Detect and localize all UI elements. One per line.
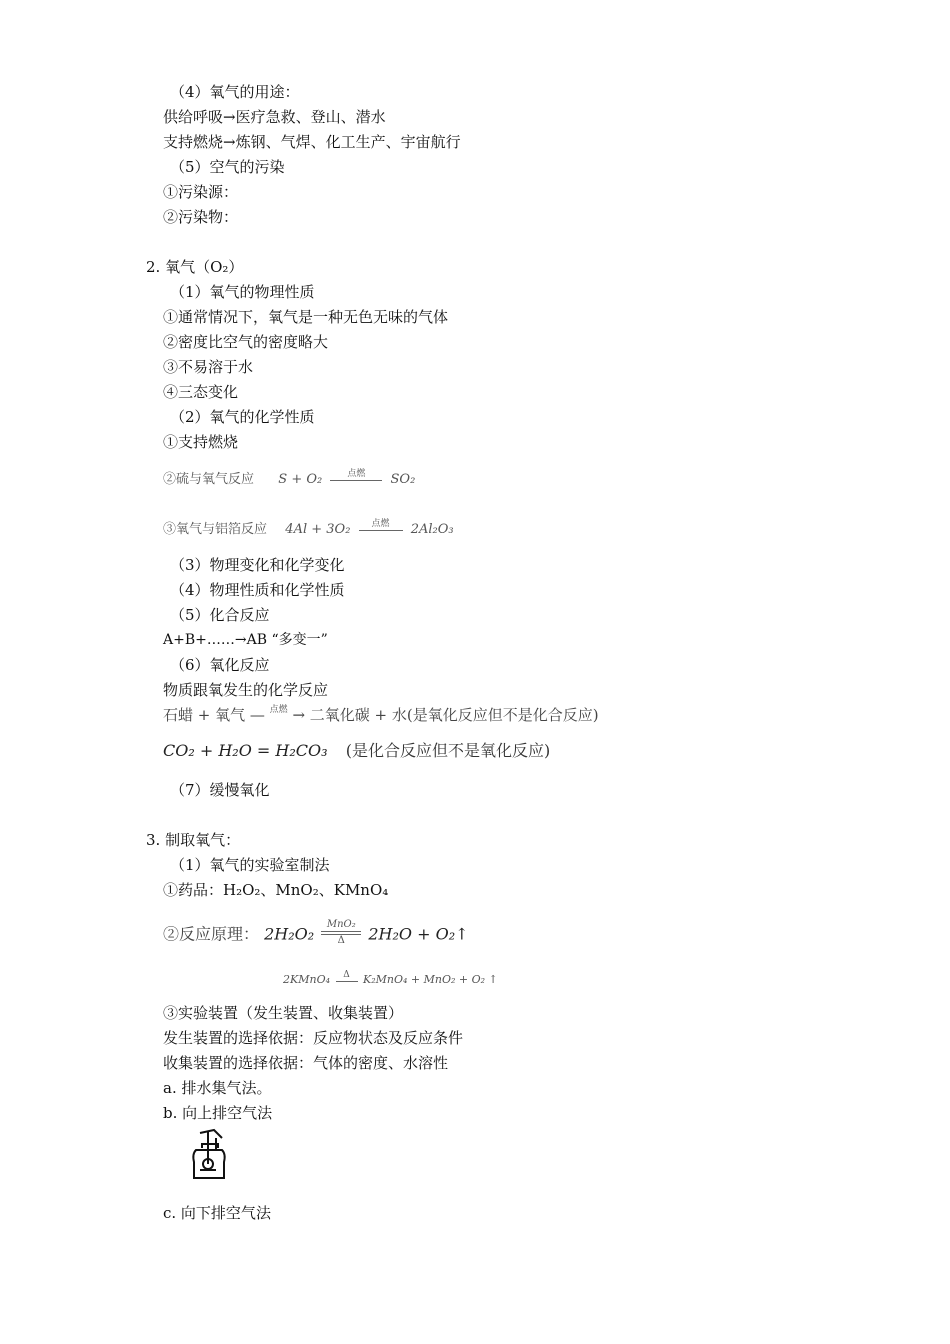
equation-h2o2-right: 2H₂O + O₂↑	[368, 924, 469, 944]
equation-sulfur	[163, 470, 415, 490]
line-physical-chemical-change: （3）物理变化和化学变化	[170, 556, 345, 574]
equation-carbonic-acid-formula: CO₂ + H₂O = H₂CO₃	[163, 741, 328, 760]
equation-h2o2-left: 2H₂O₂	[264, 924, 315, 944]
line-physical-properties: （1）氧气的物理性质	[170, 283, 315, 301]
equation-aluminium-label: ③氧气与铝箔反应	[163, 522, 268, 537]
line-upward-air-displacement: b. 向上排空气法	[163, 1104, 273, 1122]
equation-sulfur-right: SO₂	[390, 472, 416, 487]
equation-wax-right: → 二氧化碳 + 水(是氧化反应但不是化合反应)	[292, 706, 599, 724]
equation-carbonic-acid-note: (是化合反应但不是氧化反应)	[345, 741, 551, 760]
line-apparatus: ③实验装置（发生装置、收集装置）	[163, 1004, 404, 1022]
equation-aluminium-right: 2Al₂O₃	[410, 522, 454, 537]
equation-aluminium-condition: 点燃	[371, 518, 390, 529]
line-three-states: ④三态变化	[163, 383, 239, 401]
equation-h2o2-catalyst: MnO₂	[326, 919, 356, 930]
equation-aluminium-left: 4Al + 3O₂	[285, 522, 351, 537]
line-physical-chemical-property: （4）物理性质和化学性质	[170, 581, 345, 599]
equation-kmno4-right: K₂MnO₄ + MnO₂ + O₂ ↑	[363, 973, 498, 986]
gas-collection-bottle-icon	[186, 1126, 236, 1186]
section-2-heading: 2. 氧气（O₂）	[146, 258, 244, 276]
equation-carbonic-acid	[163, 741, 550, 761]
line-combustion-uses: 支持燃烧→炼钢、气焊、化工生产、宇宙航行	[163, 133, 461, 151]
line-water-displacement: a. 排水集气法。	[163, 1079, 272, 1097]
line-chemical-properties: （2）氧气的化学性质	[170, 408, 315, 426]
equation-wax	[163, 705, 599, 725]
line-solubility: ③不易溶于水	[163, 358, 254, 376]
equation-sulfur-label: ②硫与氧气反应	[163, 472, 255, 487]
line-combination-reaction: （5）化合反应	[170, 606, 270, 624]
line-oxidation-definition: 物质跟氧发生的化学反应	[163, 681, 329, 699]
equation-kmno4-left: 2KMnO₄	[283, 973, 330, 986]
equation-h2o2-label: ②反应原理：	[163, 924, 260, 944]
line-slow-oxidation: （7）缓慢氧化	[170, 781, 270, 799]
line-combination-formula: A+B+……→AB “多变一”	[163, 632, 328, 648]
line-air-pollution: （5）空气的污染	[170, 158, 285, 176]
equation-wax-condition: 点燃	[269, 705, 288, 715]
equation-kmno4	[283, 970, 498, 990]
line-oxygen-uses: （4）氧气的用途：	[170, 83, 300, 101]
equation-sulfur-left: S + O₂	[278, 472, 323, 487]
equation-kmno4-heat: Δ	[343, 970, 350, 980]
equation-h2o2	[163, 919, 469, 948]
equation-wax-left: 石蜡 + 氧气 —	[163, 706, 265, 724]
section-3-heading: 3. 制取氧气：	[146, 831, 241, 849]
line-oxidation-reaction: （6）氧化反应	[170, 656, 270, 674]
line-generator-basis: 发生装置的选择依据：反应物状态及反应条件	[163, 1029, 464, 1047]
line-lab-preparation: （1）氧气的实验室制法	[170, 856, 330, 874]
equation-sulfur-condition: 点燃	[347, 468, 366, 479]
line-breathing: 供给呼吸→医疗急救、登山、潜水	[163, 108, 386, 126]
equation-h2o2-heat: Δ	[337, 935, 345, 946]
line-pollutants: ②污染物：	[163, 208, 239, 226]
line-downward-air-displacement: c. 向下排空气法	[163, 1204, 271, 1222]
line-collector-basis: 收集装置的选择依据：气体的密度、水溶性	[163, 1054, 449, 1072]
equation-aluminium	[163, 520, 454, 540]
line-colorless-gas: ①通常情况下，氧气是一种无色无味的气体	[163, 308, 449, 326]
line-pollution-source: ①污染源：	[163, 183, 239, 201]
line-reagents: ①药品：H₂O₂、MnO₂、KMnO₄	[163, 881, 389, 899]
line-density: ②密度比空气的密度略大	[163, 333, 329, 351]
line-support-combustion: ①支持燃烧	[163, 433, 239, 451]
